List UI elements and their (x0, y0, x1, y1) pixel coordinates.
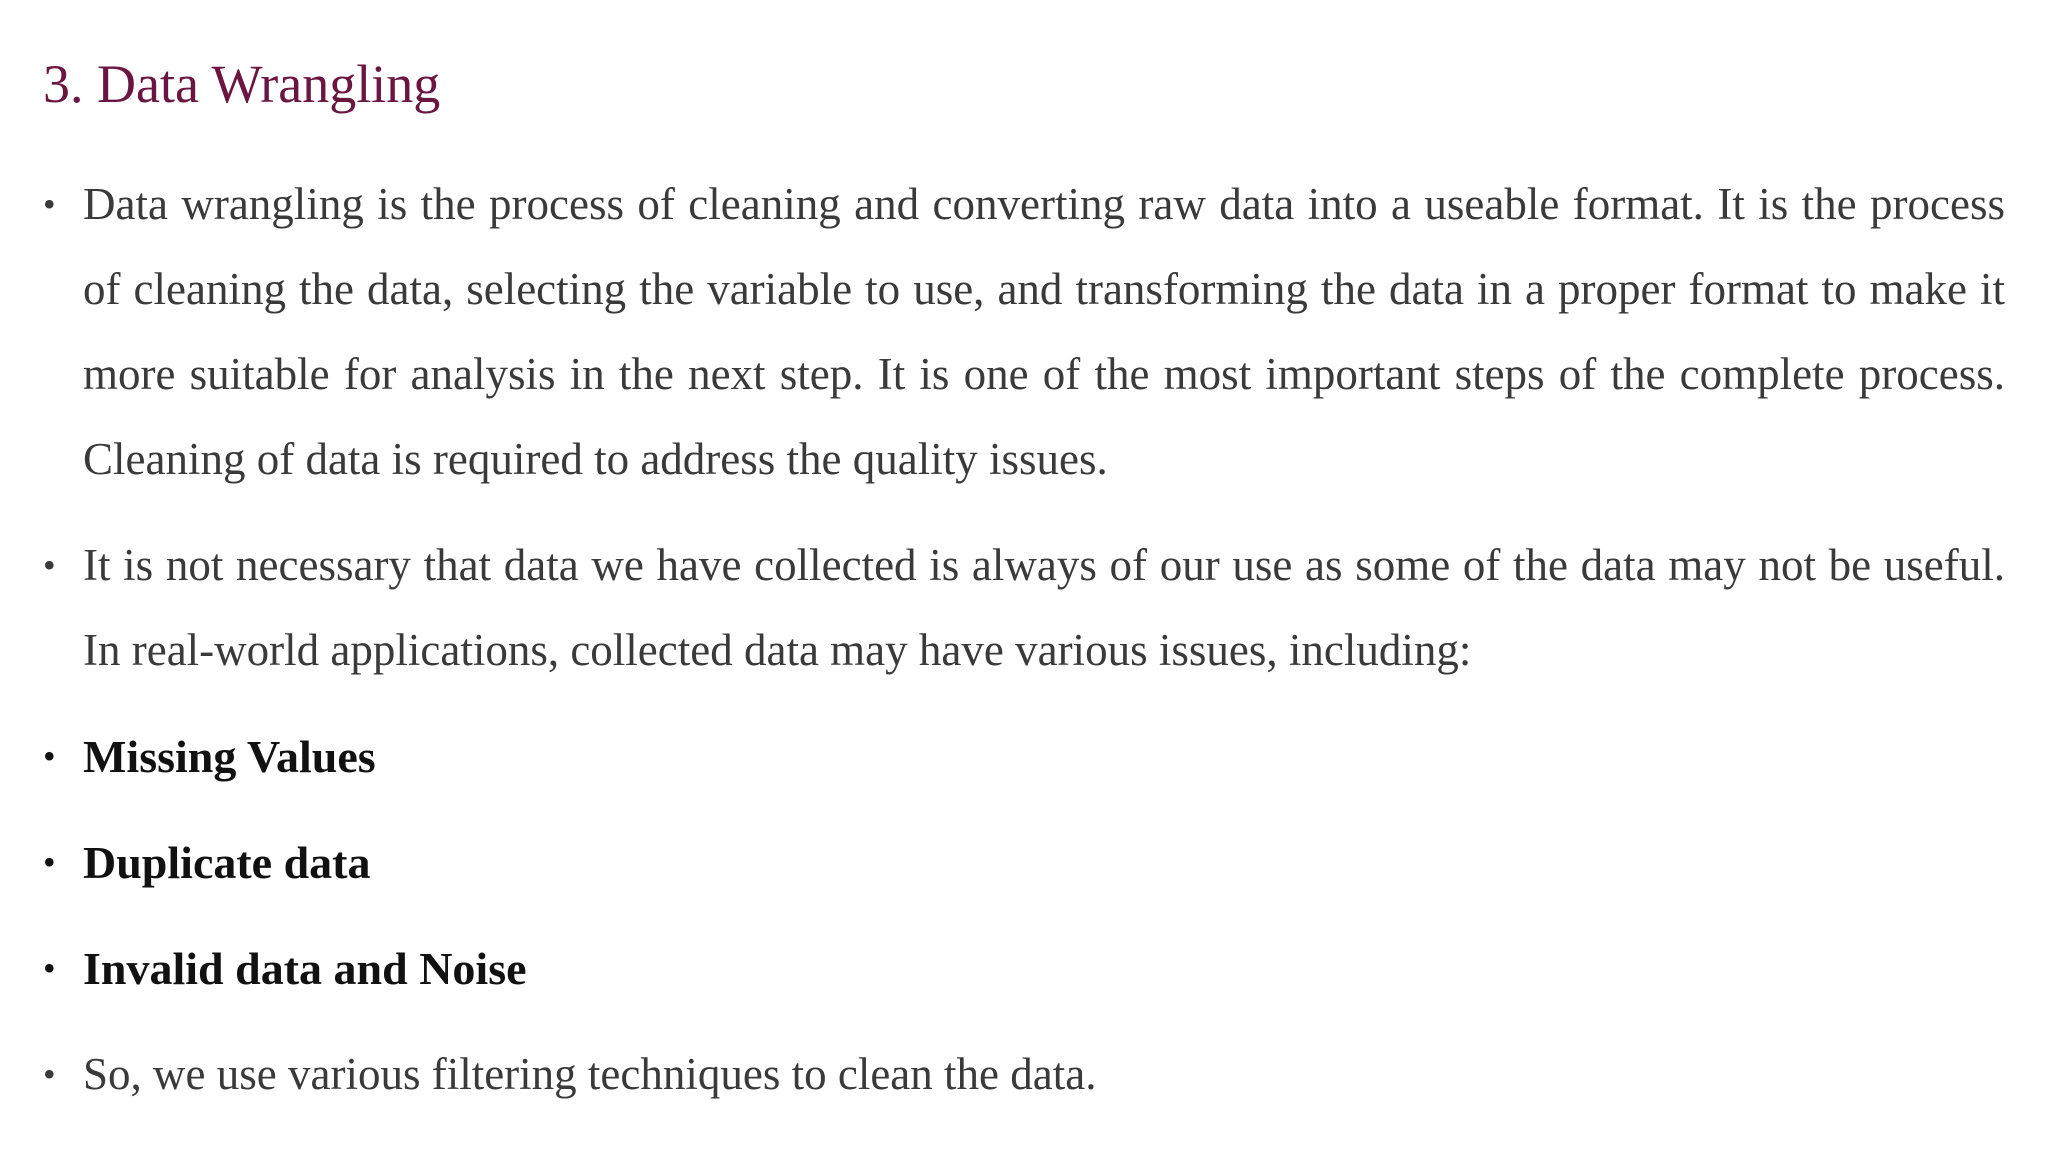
list-item-invalid-data-noise (43, 926, 2005, 1011)
bullet-text: Missing Values (83, 731, 376, 782)
bullet-icon: • (43, 545, 56, 585)
list-item-duplicate-data (43, 820, 2005, 905)
bullet-icon: • (43, 1054, 56, 1094)
bullet-icon: • (43, 842, 56, 882)
list-item-missing-values (43, 714, 2005, 799)
bullet-list (43, 162, 2005, 1117)
page-title: 3. Data Wrangling (43, 54, 441, 114)
bullet-icon: • (43, 948, 56, 988)
list-item-filtering-techniques (43, 1032, 2005, 1117)
bullet-icon: • (43, 736, 56, 776)
bullet-text: Duplicate data (83, 837, 371, 888)
bullet-text: It is not necessary that data we have collected is always of our use as some of the data may not be useful. In real-world applications, collected data may have various issues, including: (83, 540, 2005, 675)
bullet-text: So, we use various filtering techniques to clean the data. (83, 1049, 1097, 1099)
bullet-text: Data wrangling is the process of cleaning and converting raw data into a useable format. It is the process of cleaning the data, selecting the variable to use, and transforming the data in a proper format to make it more suitable for analysis in the next step. It is one of the most important steps of the complete process. Cleaning of data is required to address the quality issues. (83, 179, 2005, 484)
bullet-text: Invalid data and Noise (83, 943, 527, 994)
list-item-data-issues-intro (43, 523, 2005, 693)
list-item-data-wrangling-definition (43, 162, 2005, 502)
bullet-icon: • (43, 184, 56, 224)
